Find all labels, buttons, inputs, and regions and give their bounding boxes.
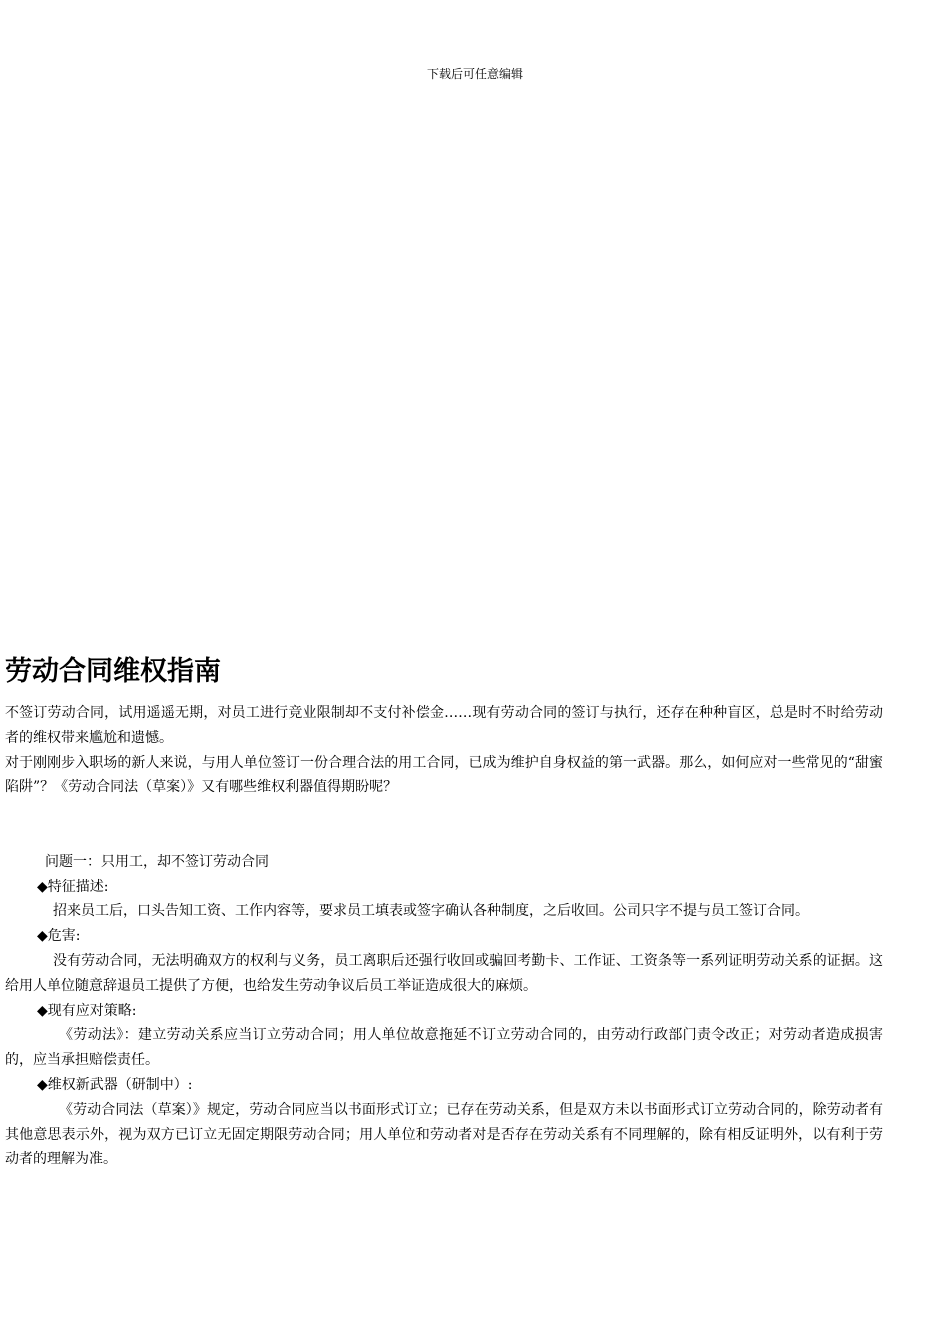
document-title: 劳动合同维权指南 bbox=[5, 656, 221, 687]
section-text-current-strategy: 《劳动法》：建立劳动关系应当订立劳动合同；用人单位故意拖延不订立劳动合同的，由劳动行政部门责令改正；对劳动者造成损害的，应当承担赔偿责任。 bbox=[5, 1027, 883, 1069]
intro-paragraph-2: 对于刚刚步入职场的新人来说，与用人单位签订一份合理合法的用工合同，已成为维护自身权益的第一武器。那么，如何应对一些常见的“甜蜜陷阱”？《劳动合同法（草案）》又有哪些维权利器值得期盼呢？ bbox=[5, 754, 883, 796]
intro-paragraph-1: 不签订劳动合同，试用遥遥无期，对员工进行竞业限制却不支付补偿金……现有劳动合同的签订与执行，还存在种种盲区，总是时不时给劳动者的维权带来尴尬和遗憾。 bbox=[5, 705, 883, 746]
section-label-harm: ◆危害: bbox=[37, 928, 81, 945]
section-text-new-weapon: 《劳动合同法（草案）》规定，劳动合同应当以书面形式订立；已存在劳动关系，但是双方未以书面形式订立劳动合同的，除劳动者有其他意思表示外，视为双方已订立无固定期限劳动合同；用人单位和劳动者对是否存在劳动关系有不同理解的，除有相反证明外，以有利于劳动者的理解为准。 bbox=[5, 1101, 883, 1168]
section-label-current-strategy: ◆现有应对策略: bbox=[37, 1002, 137, 1019]
section-text-harm: 没有劳动合同，无法明确双方的权利与义务，员工离职后还强行收回或骗回考勤卡、工作证、工资条等一系列证明劳动关系的证据。这给用人单位随意辞退员工提供了方便，也给发生劳动争议后员工举证造成很大的麻烦。 bbox=[5, 952, 883, 994]
document-body bbox=[5, 701, 883, 1172]
page-header: 下载后可任意编辑 bbox=[426, 67, 523, 81]
section-text-features: 招来员工后，口头告知工资、工作内容等，要求员工填表或签字确认各种制度，之后收回。公司只字不提与员工签订合同。 bbox=[53, 903, 809, 920]
section-label-new-weapon: ◆维权新武器（研制中）: bbox=[37, 1076, 193, 1093]
paragraph-spacer bbox=[5, 800, 883, 850]
section-label-features: ◆特征描述: bbox=[37, 878, 109, 895]
question-title: 问题一：只用工，却不签订劳动合同 bbox=[45, 853, 269, 870]
